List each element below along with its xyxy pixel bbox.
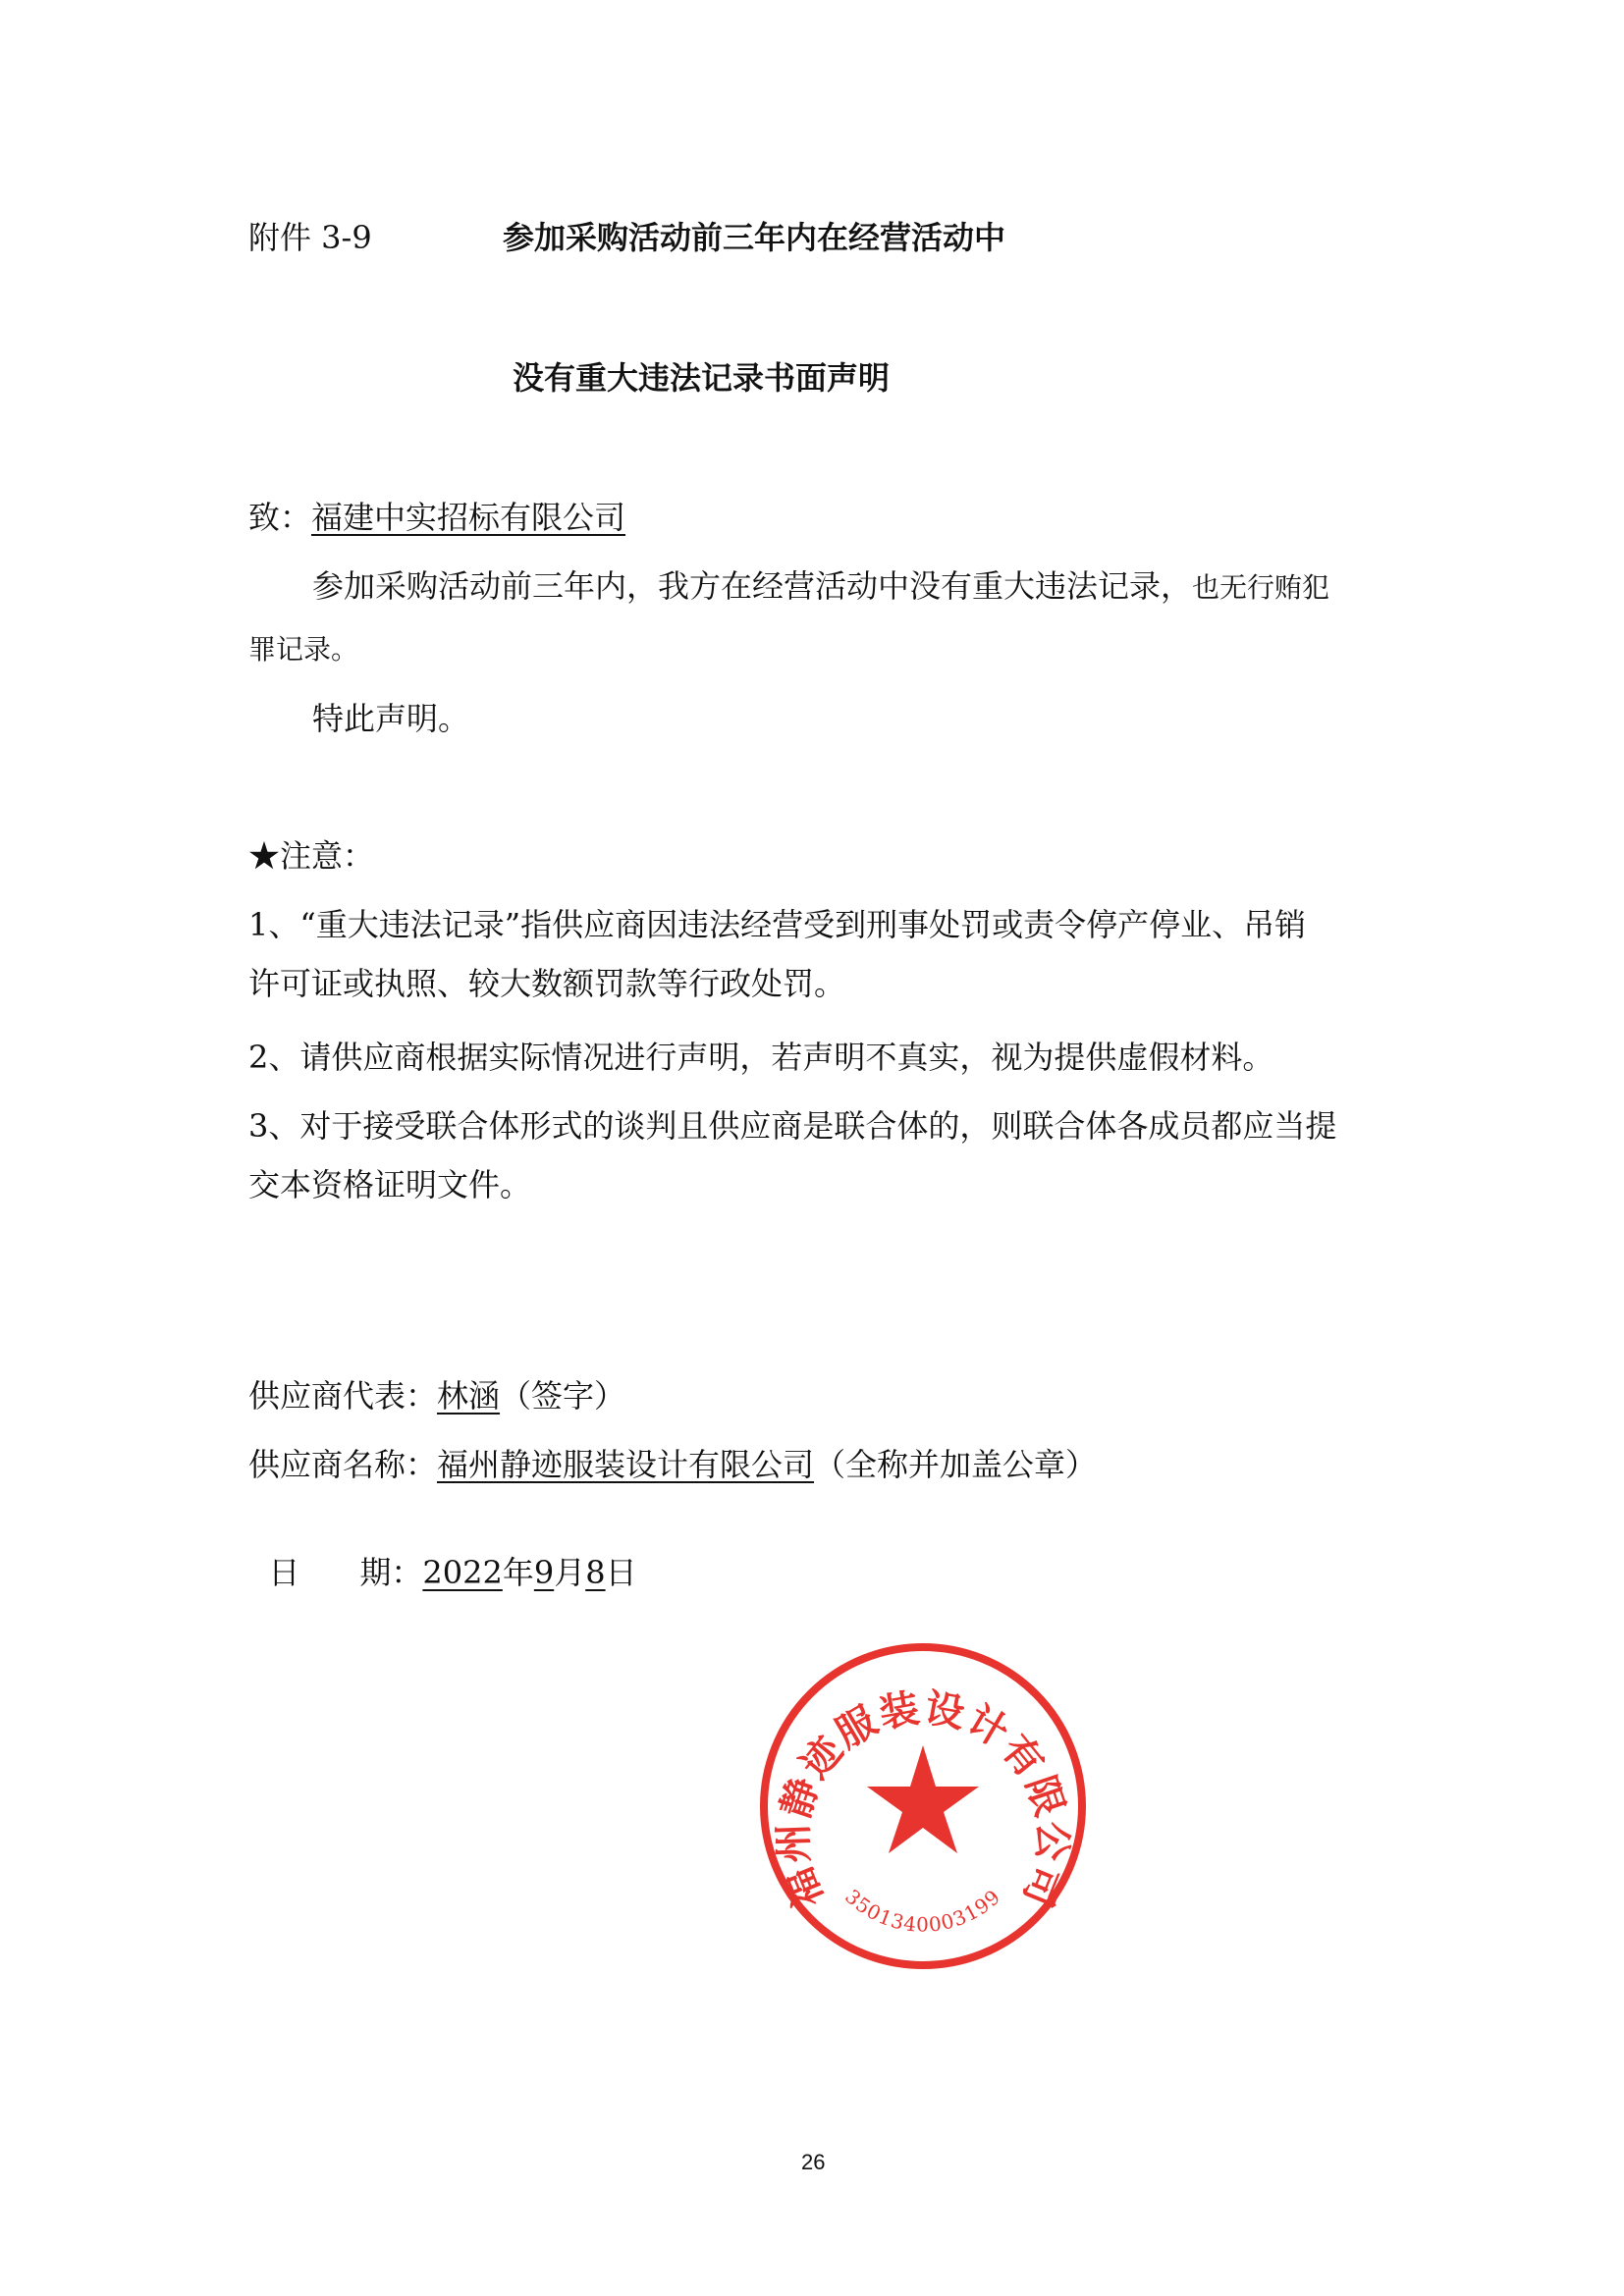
note-item-2: 2、请供应商根据实际情况进行声明，若声明不真实，视为提供虚假材料。	[248, 1039, 1274, 1076]
supplier-representative-line	[248, 1376, 625, 1415]
supplier-name-value: 福州静迹服装设计有限公司	[437, 1446, 815, 1483]
star-icon	[867, 1745, 979, 1853]
date-month-unit: 月	[554, 1554, 586, 1591]
addressee-line	[248, 498, 625, 537]
supplier-name-line	[248, 1445, 1097, 1484]
rep-label: 供应商代表：	[248, 1377, 438, 1415]
seal-company-text: 福州静迹服装设计有限公司	[770, 1684, 1076, 1915]
declaration-closing: 特此声明。	[312, 700, 470, 737]
supplier-name-suffix: （全称并加盖公章）	[814, 1446, 1098, 1483]
date-day: 8	[585, 1554, 606, 1591]
rep-name: 林涵	[437, 1377, 501, 1415]
addressee-company: 福建中实招标有限公司	[311, 499, 626, 536]
date-day-unit: 日	[605, 1554, 637, 1591]
addressee-prefix: 致：	[248, 499, 312, 536]
seal-code: 3501340003199	[840, 1884, 1005, 1937]
rep-suffix: （签字）	[500, 1377, 626, 1415]
date-line	[248, 1514, 637, 1592]
date-year-unit: 年	[502, 1554, 534, 1591]
document-title-line2: 没有重大违法记录书面声明	[513, 359, 891, 397]
note-item-3-line2: 交本资格证明文件。	[248, 1166, 532, 1203]
note-item-1-line2: 许可证或执照、较大数额罚款等行政处罚。	[248, 965, 846, 1002]
date-month: 9	[533, 1554, 555, 1591]
date-label: 日 期：	[268, 1554, 423, 1591]
note-item-3-line1: 3、对于接受联合体形式的谈判且供应商是联合体的，则联合体各成员都应当提	[248, 1107, 1337, 1145]
note-item-1-line1: 1、“重大违法记录”指供应商因违法经营受到刑事处罚或责令停产停业、吊销	[248, 906, 1307, 943]
official-seal	[756, 1639, 1090, 1973]
statement-paragraph-line2: 罪记录。	[248, 633, 359, 666]
page-number: 26	[801, 2150, 826, 2174]
statement-tail: 也无行贿犯	[1192, 571, 1330, 604]
statement-main: 参加采购活动前三年内，我方在经营活动中没有重大违法记录，	[312, 567, 1193, 605]
document-title-line1: 参加采购活动前三年内在经营活动中	[503, 219, 1006, 256]
notes-heading: ★注意：	[248, 837, 375, 875]
date-year: 2022	[422, 1554, 503, 1591]
statement-paragraph-line1	[312, 566, 1329, 608]
attachment-label: 附件 3-9	[248, 219, 372, 256]
supplier-name-label: 供应商名称：	[248, 1446, 438, 1483]
